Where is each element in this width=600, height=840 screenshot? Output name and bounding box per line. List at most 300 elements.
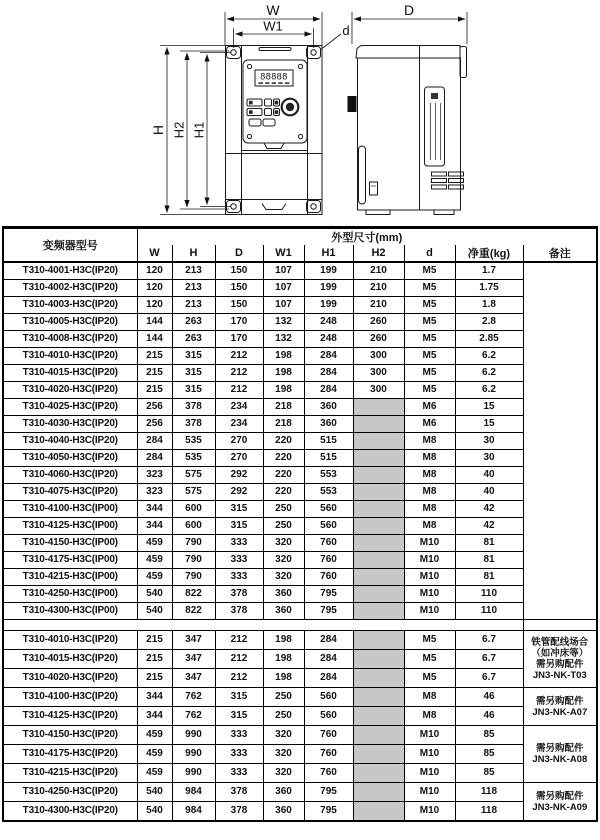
dim-cell-h2 bbox=[353, 501, 404, 518]
dim-cell-w: 120 bbox=[137, 297, 172, 314]
dim-cell-h: 347 bbox=[172, 631, 215, 650]
display-unit-marks bbox=[259, 82, 290, 84]
dim-cell-w1: 320 bbox=[263, 569, 304, 586]
dim-cell-h2: 210 bbox=[353, 262, 404, 280]
dim-cell-h1: 284 bbox=[304, 631, 353, 650]
weight-cell: 2.85 bbox=[455, 331, 523, 348]
remark-line: 需另购配件 bbox=[536, 659, 584, 670]
small-label bbox=[370, 182, 378, 195]
remark-line: 需另购配件 bbox=[536, 695, 584, 707]
dim-cell-w: 459 bbox=[137, 764, 172, 783]
dim-cell-h2 bbox=[353, 569, 404, 586]
remark-line: 需另购配件 bbox=[536, 790, 584, 802]
dim-cell-d: 315 bbox=[215, 501, 263, 518]
dim-cell-d: 234 bbox=[215, 399, 263, 416]
dim-cell-d: 292 bbox=[215, 467, 263, 484]
model-column-header: 变频器型号 bbox=[3, 228, 137, 263]
dim-cell-h: 315 bbox=[172, 382, 215, 399]
dim-cell-d: M10 bbox=[404, 552, 455, 569]
dim-cell-h2 bbox=[353, 726, 404, 745]
dim-cell-d: 212 bbox=[215, 382, 263, 399]
dim-cell-d: 212 bbox=[215, 669, 263, 688]
dim-cell-w: 120 bbox=[137, 280, 172, 297]
dim-cell-w1: 320 bbox=[263, 764, 304, 783]
dim-cell-h1: 284 bbox=[304, 650, 353, 669]
dim-cell-w1: 198 bbox=[263, 382, 304, 399]
dim-cell-d: M10 bbox=[404, 535, 455, 552]
table-row bbox=[3, 745, 597, 764]
table-row bbox=[3, 535, 597, 552]
keypad-buttons bbox=[247, 99, 280, 126]
model-cell: T310-4020-H3C(IP20) bbox=[3, 382, 137, 399]
remark-line: JN3-NK-A09 bbox=[532, 801, 588, 813]
bottom-vent bbox=[262, 204, 286, 210]
model-cell: T310-4025-H3C(IP20) bbox=[3, 399, 137, 416]
dim-cell-h: 263 bbox=[172, 331, 215, 348]
side-view-drawing bbox=[348, 2, 468, 215]
model-cell: T310-4060-H3C(IP20) bbox=[3, 467, 137, 484]
table-row bbox=[3, 569, 597, 586]
dims-group-header: 外型尺寸(mm) bbox=[137, 228, 597, 246]
table-row bbox=[3, 467, 597, 484]
dim-cell-h1: 760 bbox=[304, 535, 353, 552]
dim-cell-w: 284 bbox=[137, 450, 172, 467]
col-header-remark: 备注 bbox=[523, 245, 597, 262]
dim-cell-h1: 199 bbox=[304, 280, 353, 297]
dim-cell-d: M8 bbox=[404, 501, 455, 518]
weight-cell: 110 bbox=[455, 586, 523, 603]
table-row bbox=[3, 399, 597, 416]
dim-cell-d: M5 bbox=[404, 365, 455, 382]
screw-icon bbox=[298, 134, 302, 138]
weight-cell: 1.8 bbox=[455, 297, 523, 314]
dim-cell-d: 150 bbox=[215, 262, 263, 280]
dim-cell-h2 bbox=[353, 802, 404, 822]
vent-slots bbox=[432, 172, 464, 189]
dim-cell-h1: 795 bbox=[304, 586, 353, 603]
dim-cell-h: 990 bbox=[172, 745, 215, 764]
dim-cell-w: 120 bbox=[137, 262, 172, 280]
dim-cell-h2 bbox=[353, 764, 404, 783]
dim-cell-d: 315 bbox=[215, 688, 263, 707]
dim-cell-h2 bbox=[353, 535, 404, 552]
dim-cell-d: M10 bbox=[404, 764, 455, 783]
dim-cell-w1: 198 bbox=[263, 365, 304, 382]
mounting-tab bbox=[307, 47, 321, 59]
dim-cell-h: 378 bbox=[172, 416, 215, 433]
dim-cell-d: 270 bbox=[215, 433, 263, 450]
dim-cell-d: 150 bbox=[215, 297, 263, 314]
remark-cell bbox=[523, 726, 597, 783]
foot bbox=[434, 210, 454, 215]
dim-cell-d: M10 bbox=[404, 569, 455, 586]
dim-cell-d: M10 bbox=[404, 603, 455, 620]
potentiometer-knob-icon bbox=[282, 99, 299, 116]
dim-cell-h2 bbox=[353, 783, 404, 802]
col-header-d: D bbox=[215, 245, 263, 262]
table-row bbox=[3, 688, 597, 707]
dim-cell-d: 378 bbox=[215, 586, 263, 603]
dim-cell-h1: 284 bbox=[304, 365, 353, 382]
dim-cell-w: 144 bbox=[137, 331, 172, 348]
table-row bbox=[3, 707, 597, 726]
table-row bbox=[3, 297, 597, 314]
dim-cell-d: 315 bbox=[215, 707, 263, 726]
model-cell: T310-4020-H3C(IP20) bbox=[3, 669, 137, 688]
dim-label-h2: H2 bbox=[171, 121, 187, 139]
dim-cell-w1: 360 bbox=[263, 783, 304, 802]
table-row bbox=[3, 552, 597, 569]
model-cell: T310-4001-H3C(IP20) bbox=[3, 262, 137, 280]
dim-cell-w1: 360 bbox=[263, 586, 304, 603]
dim-cell-d: 170 bbox=[215, 314, 263, 331]
weight-cell: 6.7 bbox=[455, 669, 523, 688]
dim-cell-w: 344 bbox=[137, 501, 172, 518]
dim-cell-h: 762 bbox=[172, 688, 215, 707]
dim-cell-w1: 320 bbox=[263, 745, 304, 764]
weight-cell: 15 bbox=[455, 416, 523, 433]
model-cell: T310-4150-H3C(IP00) bbox=[3, 535, 137, 552]
dim-cell-w1: 198 bbox=[263, 669, 304, 688]
dim-cell-h2 bbox=[353, 603, 404, 620]
dim-cell-h2 bbox=[353, 484, 404, 501]
dim-cell-w1: 250 bbox=[263, 707, 304, 726]
model-cell: T310-4075-H3C(IP20) bbox=[3, 484, 137, 501]
dim-cell-w1: 132 bbox=[263, 314, 304, 331]
table-row bbox=[3, 586, 597, 603]
dim-cell-w: 256 bbox=[137, 399, 172, 416]
dim-cell-h: 600 bbox=[172, 501, 215, 518]
table-row bbox=[3, 280, 597, 297]
dim-cell-w1: 198 bbox=[263, 631, 304, 650]
remark-line: JN3-NK-A08 bbox=[532, 754, 588, 765]
dim-cell-w: 540 bbox=[137, 783, 172, 802]
dim-cell-h1: 199 bbox=[304, 262, 353, 280]
dim-label-d-hole: d bbox=[342, 23, 350, 38]
dim-cell-d: 292 bbox=[215, 484, 263, 501]
table-row bbox=[3, 764, 597, 783]
col-header-weight: 净重(kg) bbox=[455, 245, 523, 262]
model-cell: T310-4300-H3C(IP00) bbox=[3, 603, 137, 620]
dim-cell-h2 bbox=[353, 433, 404, 450]
dim-cell-d: 333 bbox=[215, 726, 263, 745]
side-slot bbox=[359, 146, 366, 204]
remark-line: （如冲床等） bbox=[531, 648, 589, 659]
dim-cell-w1: 250 bbox=[263, 688, 304, 707]
dim-cell-h: 347 bbox=[172, 650, 215, 669]
dim-cell-w1: 250 bbox=[263, 518, 304, 535]
dim-cell-w: 540 bbox=[137, 603, 172, 620]
header-row-group bbox=[3, 228, 597, 246]
dim-cell-h: 315 bbox=[172, 348, 215, 365]
dim-cell-h: 347 bbox=[172, 669, 215, 688]
dim-cell-h2 bbox=[353, 631, 404, 650]
weight-cell: 85 bbox=[455, 764, 523, 783]
weight-cell: 85 bbox=[455, 745, 523, 764]
front-dimension-labels bbox=[150, 2, 350, 138]
model-cell: T310-4010-H3C(IP20) bbox=[3, 631, 137, 650]
nameplate-label bbox=[425, 87, 445, 166]
remark-cell bbox=[523, 631, 597, 688]
dim-cell-w: 344 bbox=[137, 518, 172, 535]
weight-cell: 6.7 bbox=[455, 650, 523, 669]
dim-cell-d: 150 bbox=[215, 280, 263, 297]
dim-cell-h1: 760 bbox=[304, 745, 353, 764]
dim-cell-h1: 284 bbox=[304, 382, 353, 399]
weight-cell: 6.2 bbox=[455, 365, 523, 382]
mounting-hole bbox=[311, 204, 316, 209]
table-row bbox=[3, 501, 597, 518]
dim-cell-h2: 300 bbox=[353, 348, 404, 365]
dim-cell-h2 bbox=[353, 688, 404, 707]
table-body bbox=[3, 262, 597, 821]
dim-cell-d: M5 bbox=[404, 348, 455, 365]
remark-line: JN3-NK-A07 bbox=[532, 706, 588, 718]
dim-cell-w: 344 bbox=[137, 688, 172, 707]
dim-cell-w: 215 bbox=[137, 365, 172, 382]
remark-line: 铁管配线场合 bbox=[531, 637, 589, 648]
dim-cell-d: M5 bbox=[404, 297, 455, 314]
dim-cell-w: 459 bbox=[137, 726, 172, 745]
dim-cell-w: 540 bbox=[137, 586, 172, 603]
table-row bbox=[3, 450, 597, 467]
dim-cell-d: M8 bbox=[404, 484, 455, 501]
dim-cell-h: 600 bbox=[172, 518, 215, 535]
dim-cell-h: 213 bbox=[172, 297, 215, 314]
weight-cell: 42 bbox=[455, 518, 523, 535]
weight-cell: 15 bbox=[455, 399, 523, 416]
dim-cell-d: 333 bbox=[215, 569, 263, 586]
foot bbox=[366, 210, 390, 215]
dim-cell-h1: 760 bbox=[304, 726, 353, 745]
dim-cell-d: 212 bbox=[215, 631, 263, 650]
table-row bbox=[3, 484, 597, 501]
dim-cell-w: 215 bbox=[137, 669, 172, 688]
dim-cell-h2 bbox=[353, 552, 404, 569]
dim-cell-w: 459 bbox=[137, 569, 172, 586]
mounting-hole bbox=[311, 50, 316, 55]
dim-label-h: H bbox=[150, 124, 166, 136]
table-row bbox=[3, 382, 597, 399]
dim-cell-w1: 360 bbox=[263, 802, 304, 822]
dim-cell-w: 215 bbox=[137, 382, 172, 399]
table-row bbox=[3, 603, 597, 620]
mounting-hole bbox=[231, 204, 236, 209]
remark-cell bbox=[523, 262, 597, 620]
model-cell: T310-4150-H3C(IP20) bbox=[3, 726, 137, 745]
weight-cell: 2.8 bbox=[455, 314, 523, 331]
dim-cell-w: 144 bbox=[137, 314, 172, 331]
inverter-side-body bbox=[348, 46, 467, 215]
dim-cell-h: 990 bbox=[172, 764, 215, 783]
remark-cell bbox=[523, 783, 597, 822]
table-row bbox=[3, 348, 597, 365]
dim-cell-d: 170 bbox=[215, 331, 263, 348]
dim-cell-h1: 795 bbox=[304, 603, 353, 620]
weight-cell: 30 bbox=[455, 433, 523, 450]
dim-cell-d: M5 bbox=[404, 650, 455, 669]
dim-cell-h2 bbox=[353, 399, 404, 416]
dim-cell-h: 984 bbox=[172, 802, 215, 822]
dim-cell-w: 215 bbox=[137, 631, 172, 650]
dim-cell-h: 213 bbox=[172, 262, 215, 280]
weight-cell: 30 bbox=[455, 450, 523, 467]
dim-cell-w: 459 bbox=[137, 552, 172, 569]
table-row bbox=[3, 365, 597, 382]
model-cell: T310-4015-H3C(IP20) bbox=[3, 650, 137, 669]
dim-label-depth: D bbox=[403, 2, 415, 18]
dim-cell-d: M8 bbox=[404, 433, 455, 450]
table-row bbox=[3, 783, 597, 802]
dim-cell-h1: 515 bbox=[304, 450, 353, 467]
inverter-front-body bbox=[226, 46, 323, 215]
dim-cell-h: 535 bbox=[172, 433, 215, 450]
spacer-remark-cell bbox=[523, 620, 597, 631]
weight-cell: 46 bbox=[455, 707, 523, 726]
dim-cell-d: M10 bbox=[404, 726, 455, 745]
remark-line: 需另购配件 bbox=[536, 743, 584, 754]
dim-cell-d: 315 bbox=[215, 518, 263, 535]
model-cell: T310-4215-H3C(IP00) bbox=[3, 569, 137, 586]
led-display-digits: 88888 bbox=[260, 71, 288, 82]
dim-cell-h1: 284 bbox=[304, 348, 353, 365]
weight-cell: 1.75 bbox=[455, 280, 523, 297]
model-cell: T310-4010-H3C(IP20) bbox=[3, 348, 137, 365]
dim-cell-h1: 560 bbox=[304, 501, 353, 518]
screw-icon bbox=[298, 64, 302, 68]
table-row bbox=[3, 726, 597, 745]
table-row bbox=[3, 433, 597, 450]
col-header-h: H bbox=[172, 245, 215, 262]
dim-cell-w1: 132 bbox=[263, 331, 304, 348]
dim-cell-h: 213 bbox=[172, 280, 215, 297]
table-row bbox=[3, 669, 597, 688]
weight-cell: 40 bbox=[455, 484, 523, 501]
dimensions-table bbox=[2, 226, 598, 822]
mounting-tab bbox=[307, 201, 321, 213]
dim-cell-d: 333 bbox=[215, 552, 263, 569]
dim-cell-h2: 260 bbox=[353, 314, 404, 331]
dim-cell-h1: 760 bbox=[304, 764, 353, 783]
dim-cell-d: 378 bbox=[215, 783, 263, 802]
dim-label-h1: H1 bbox=[191, 121, 207, 139]
model-cell: T310-4125-H3C(IP00) bbox=[3, 518, 137, 535]
dim-cell-w1: 220 bbox=[263, 433, 304, 450]
dim-cell-d: 212 bbox=[215, 348, 263, 365]
weight-cell: 81 bbox=[455, 552, 523, 569]
dim-cell-d: M8 bbox=[404, 707, 455, 726]
dim-cell-w: 344 bbox=[137, 707, 172, 726]
dim-cell-h: 990 bbox=[172, 726, 215, 745]
dim-cell-h1: 795 bbox=[304, 783, 353, 802]
dim-cell-d: M5 bbox=[404, 314, 455, 331]
table-row bbox=[3, 518, 597, 535]
dim-cell-w: 323 bbox=[137, 467, 172, 484]
model-cell: T310-4215-H3C(IP20) bbox=[3, 764, 137, 783]
dim-cell-w1: 198 bbox=[263, 650, 304, 669]
weight-cell: 81 bbox=[455, 535, 523, 552]
mounting-hole bbox=[231, 50, 236, 55]
dim-cell-h: 790 bbox=[172, 569, 215, 586]
weight-cell: 6.2 bbox=[455, 382, 523, 399]
dim-cell-h2 bbox=[353, 467, 404, 484]
dim-cell-h2: 260 bbox=[353, 331, 404, 348]
col-header-h2: H2 bbox=[353, 245, 404, 262]
dim-cell-h1: 248 bbox=[304, 331, 353, 348]
model-cell: T310-4100-H3C(IP20) bbox=[3, 688, 137, 707]
dim-cell-h2: 210 bbox=[353, 280, 404, 297]
spacer-row bbox=[3, 620, 597, 631]
dim-cell-d: 212 bbox=[215, 365, 263, 382]
dim-cell-w: 256 bbox=[137, 416, 172, 433]
dim-cell-d: M5 bbox=[404, 262, 455, 280]
dim-cell-d: M8 bbox=[404, 688, 455, 707]
model-cell: T310-4030-H3C(IP20) bbox=[3, 416, 137, 433]
dim-cell-d: M10 bbox=[404, 802, 455, 822]
dim-cell-h2 bbox=[353, 650, 404, 669]
dim-cell-h: 822 bbox=[172, 586, 215, 603]
col-header-w1: W1 bbox=[263, 245, 304, 262]
dim-cell-h2: 210 bbox=[353, 297, 404, 314]
dim-cell-d: M10 bbox=[404, 783, 455, 802]
dim-cell-h2: 300 bbox=[353, 382, 404, 399]
dimension-drawing-svg bbox=[0, 0, 600, 226]
dim-cell-w: 540 bbox=[137, 802, 172, 822]
dim-cell-d: 270 bbox=[215, 450, 263, 467]
model-cell: T310-4003-H3C(IP20) bbox=[3, 297, 137, 314]
dim-label-w1: W1 bbox=[263, 18, 283, 34]
dim-cell-w1: 320 bbox=[263, 726, 304, 745]
dim-cell-h1: 760 bbox=[304, 569, 353, 586]
weight-cell: 40 bbox=[455, 467, 523, 484]
dim-cell-w: 215 bbox=[137, 650, 172, 669]
dim-cell-d: 378 bbox=[215, 802, 263, 822]
weight-cell: 6.7 bbox=[455, 631, 523, 650]
dim-cell-d: 234 bbox=[215, 416, 263, 433]
dim-cell-d: M8 bbox=[404, 450, 455, 467]
dim-cell-h: 315 bbox=[172, 365, 215, 382]
col-header-w: W bbox=[137, 245, 172, 262]
dim-cell-h: 535 bbox=[172, 450, 215, 467]
dim-cell-w1: 218 bbox=[263, 416, 304, 433]
dim-cell-w1: 218 bbox=[263, 399, 304, 416]
dim-cell-h2 bbox=[353, 586, 404, 603]
table-row bbox=[3, 631, 597, 650]
weight-cell: 118 bbox=[455, 802, 523, 822]
dim-cell-h1: 553 bbox=[304, 484, 353, 501]
model-cell: T310-4175-H3C(IP00) bbox=[3, 552, 137, 569]
dim-cell-h1: 248 bbox=[304, 314, 353, 331]
dim-cell-h: 762 bbox=[172, 707, 215, 726]
dim-cell-h1: 199 bbox=[304, 297, 353, 314]
model-cell: T310-4050-H3C(IP20) bbox=[3, 450, 137, 467]
weight-cell: 1.7 bbox=[455, 262, 523, 280]
dim-cell-w1: 107 bbox=[263, 280, 304, 297]
dim-cell-w1: 220 bbox=[263, 467, 304, 484]
table-row bbox=[3, 331, 597, 348]
weight-cell: 6.2 bbox=[455, 348, 523, 365]
dim-cell-h2 bbox=[353, 416, 404, 433]
dim-cell-h: 575 bbox=[172, 484, 215, 501]
dim-cell-d: M5 bbox=[404, 382, 455, 399]
dim-cell-h1: 760 bbox=[304, 552, 353, 569]
model-cell: T310-4005-H3C(IP20) bbox=[3, 314, 137, 331]
screw-icon bbox=[247, 134, 251, 138]
dim-cell-h1: 360 bbox=[304, 399, 353, 416]
dim-cell-h2 bbox=[353, 518, 404, 535]
dim-cell-w1: 220 bbox=[263, 450, 304, 467]
dim-cell-h: 378 bbox=[172, 399, 215, 416]
